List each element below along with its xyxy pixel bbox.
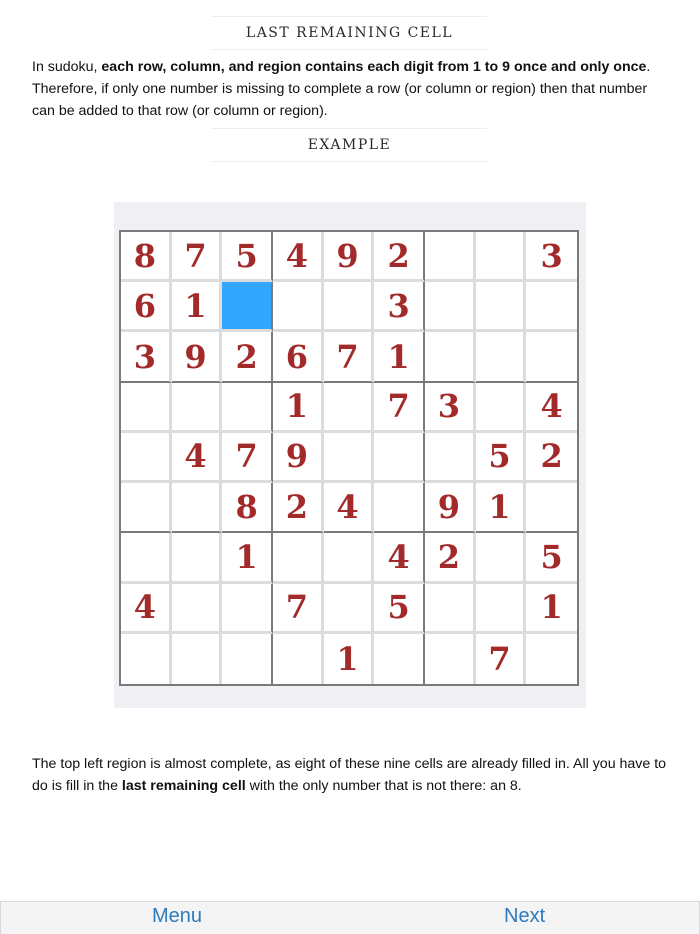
grid-cell[interactable] xyxy=(476,232,527,282)
grid-cell[interactable] xyxy=(374,634,425,684)
grid-cell[interactable] xyxy=(172,634,223,684)
grid-cell[interactable]: 1 xyxy=(172,282,223,332)
explanation-text-end: with the only number that is not there: an 8. xyxy=(245,778,522,794)
selected-cell[interactable] xyxy=(222,282,273,332)
grid-cell[interactable]: 2 xyxy=(526,433,577,483)
bottom-toolbar xyxy=(0,901,700,934)
explanation-paragraph xyxy=(32,753,672,797)
grid-cell[interactable] xyxy=(324,383,375,433)
grid-cell[interactable] xyxy=(324,584,375,634)
grid-cell[interactable]: 9 xyxy=(324,232,375,282)
grid-cell[interactable]: 7 xyxy=(324,332,375,382)
grid-cell[interactable]: 4 xyxy=(526,383,577,433)
grid-cell[interactable] xyxy=(324,533,375,583)
page-title: LAST REMAINING CELL xyxy=(212,16,487,50)
grid-cell[interactable]: 5 xyxy=(222,232,273,282)
grid-cell[interactable]: 7 xyxy=(374,383,425,433)
grid-cell[interactable] xyxy=(121,483,172,533)
grid-cell[interactable]: 7 xyxy=(273,584,324,634)
grid-cell[interactable]: 2 xyxy=(374,232,425,282)
grid-cell[interactable]: 2 xyxy=(273,483,324,533)
explanation-bold-text: last remaining cell xyxy=(121,778,246,794)
grid-cell[interactable] xyxy=(374,433,425,483)
grid-cell[interactable] xyxy=(476,282,527,332)
example-heading: EXAMPLE xyxy=(212,128,487,162)
grid-cell[interactable]: 3 xyxy=(121,332,172,382)
grid-cell[interactable]: 7 xyxy=(222,433,273,483)
grid-cell[interactable]: 1 xyxy=(526,584,577,634)
next-button[interactable]: Next xyxy=(504,905,546,927)
grid-cell[interactable]: 1 xyxy=(273,383,324,433)
grid-cell[interactable]: 4 xyxy=(273,232,324,282)
grid-cell[interactable]: 2 xyxy=(222,332,273,382)
grid-cell[interactable]: 3 xyxy=(374,282,425,332)
grid-cell[interactable] xyxy=(476,584,527,634)
grid-cell[interactable]: 5 xyxy=(374,584,425,634)
grid-cell[interactable]: 9 xyxy=(425,483,476,533)
grid-cell[interactable]: 5 xyxy=(526,533,577,583)
grid-cell[interactable] xyxy=(526,332,577,382)
intro-text-end: . Therefore, if only one number is missing to complete a row (or column or region) then that number can be added to that row (or column or region). xyxy=(32,59,651,119)
grid-cell[interactable]: 4 xyxy=(374,533,425,583)
grid-cell[interactable]: 1 xyxy=(374,332,425,382)
grid-cell[interactable] xyxy=(273,282,324,332)
grid-cell[interactable] xyxy=(425,584,476,634)
grid-cell[interactable] xyxy=(172,584,223,634)
grid-cell[interactable] xyxy=(273,634,324,684)
grid-cell[interactable]: 1 xyxy=(324,634,375,684)
grid-cell[interactable]: 2 xyxy=(425,533,476,583)
grid-cell[interactable] xyxy=(121,634,172,684)
grid-cell[interactable]: 6 xyxy=(273,332,324,382)
grid-cell[interactable] xyxy=(324,282,375,332)
intro-text: In sudoku, xyxy=(32,59,102,75)
grid-cell[interactable] xyxy=(476,533,527,583)
grid-cell[interactable]: 7 xyxy=(172,232,223,282)
grid-cell[interactable]: 3 xyxy=(526,232,577,282)
intro-paragraph xyxy=(32,56,672,122)
grid-cell[interactable]: 4 xyxy=(324,483,375,533)
grid-cell[interactable] xyxy=(374,483,425,533)
grid-cell[interactable]: 1 xyxy=(222,533,273,583)
grid-cell[interactable]: 9 xyxy=(172,332,223,382)
grid-cell[interactable] xyxy=(222,584,273,634)
grid-cell[interactable] xyxy=(222,383,273,433)
grid-cell[interactable] xyxy=(121,433,172,483)
grid-cell[interactable]: 7 xyxy=(476,634,527,684)
grid-cell[interactable] xyxy=(526,483,577,533)
grid-cell[interactable] xyxy=(121,383,172,433)
grid-cell[interactable] xyxy=(425,332,476,382)
grid-cell[interactable] xyxy=(526,282,577,332)
grid-cell[interactable] xyxy=(425,282,476,332)
grid-cell[interactable] xyxy=(172,533,223,583)
grid-cell[interactable] xyxy=(222,634,273,684)
grid-cell[interactable] xyxy=(172,483,223,533)
grid-cell[interactable] xyxy=(172,383,223,433)
grid-cell[interactable] xyxy=(526,634,577,684)
grid-cell[interactable] xyxy=(476,383,527,433)
grid-cell[interactable]: 4 xyxy=(172,433,223,483)
grid-cell[interactable]: 6 xyxy=(121,282,172,332)
grid-cell[interactable] xyxy=(425,232,476,282)
grid-cell[interactable] xyxy=(425,433,476,483)
menu-button[interactable]: Menu xyxy=(152,905,203,927)
grid-cell[interactable]: 5 xyxy=(476,433,527,483)
grid-cell[interactable] xyxy=(273,533,324,583)
explanation-text: The top left region is almost complete, as eight of these nine cells are already filled in. All you have to do is fill in the xyxy=(32,756,667,794)
grid-cell[interactable] xyxy=(425,634,476,684)
grid-cell[interactable]: 8 xyxy=(222,483,273,533)
grid-cell[interactable]: 8 xyxy=(121,232,172,282)
intro-bold-text: each row, column, and region contains each digit from 1 to 9 once and only once xyxy=(101,59,647,75)
grid-cell[interactable] xyxy=(476,332,527,382)
sudoku-grid xyxy=(119,230,579,686)
grid-cell[interactable]: 4 xyxy=(121,584,172,634)
grid-cell[interactable] xyxy=(121,533,172,583)
grid-cell[interactable]: 3 xyxy=(425,383,476,433)
grid-cell[interactable] xyxy=(324,433,375,483)
grid-cell[interactable]: 1 xyxy=(476,483,527,533)
grid-cell[interactable]: 9 xyxy=(273,433,324,483)
